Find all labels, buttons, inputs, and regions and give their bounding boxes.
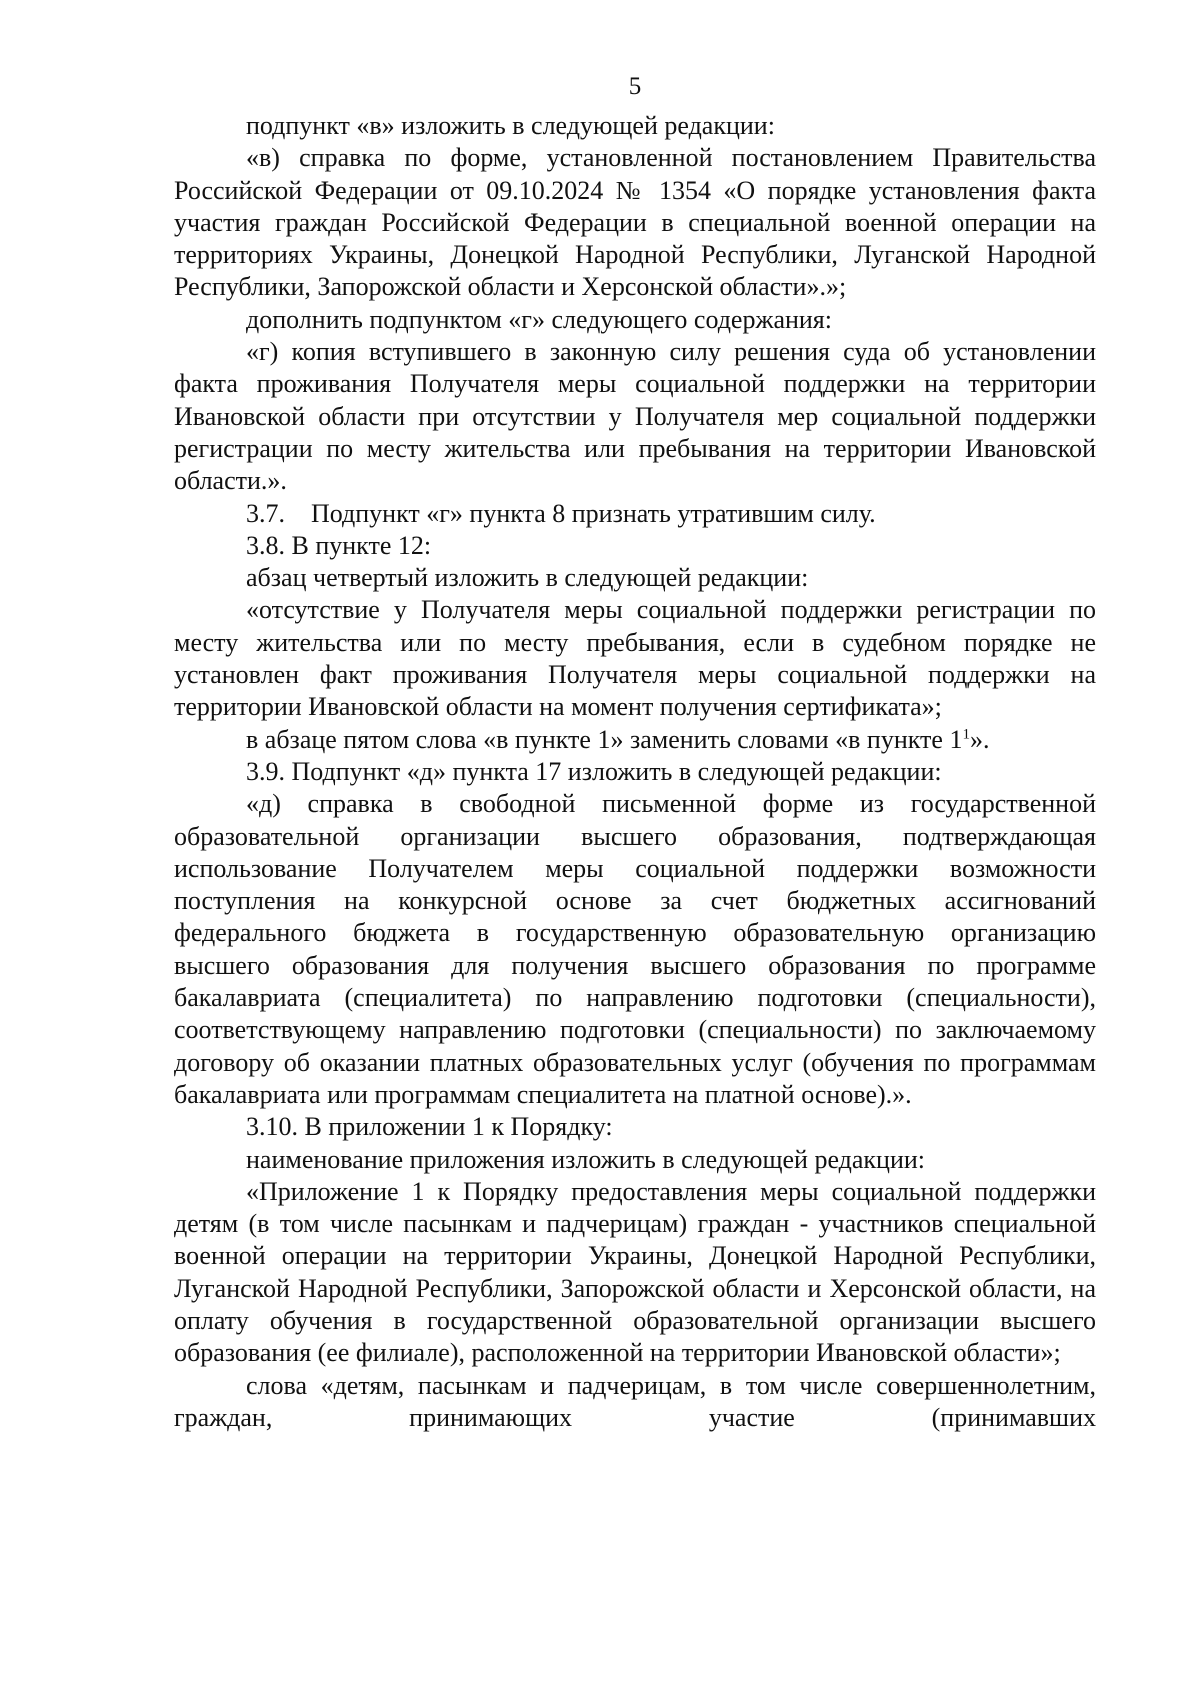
amendment-tail: ». (969, 724, 990, 754)
paragraph-abzac-chetvertyi: абзац четвертый изложить в следующей редакции: (246, 563, 809, 593)
paragraph-subpoint-g-text: «г) копия вступившего в законную силу решения суда об установлении факта проживания Получателя меры социальной поддержки на территории Ивановской области при отсутствии у Получателя мер социальной поддержки регистрации по месту жительства или пребывания на территории Ивановской области.». (174, 337, 1096, 496)
paragraph-subpoint-v-intro: подпункт «в» изложить в следующей редакции: (246, 111, 775, 140)
paragraph-subpoint-g-intro: дополнить подпунктом «г» следующего содержания: (246, 304, 832, 334)
paragraph-slova: слова «детям, пасынкам и падчерицам, в том числе совершеннолетним, граждан, принимающих участие (принимавших (174, 1370, 1096, 1432)
paragraph-otsutstvie-text: «отсутствие у Получателя меры социальной поддержки регистрации по месту жительства или по месту пребывания, если в судебном порядке не установлен факт проживания Получателя меры социальной поддержки на территории Ивановской области на момент получения сертификата»; (174, 595, 1096, 722)
paragraph-naimenovanie: наименование приложения изложить в следующей редакции: (246, 1144, 926, 1174)
page-number: 5 (628, 73, 642, 100)
paragraph-3-9: 3.9. Подпункт «д» пункта 17 изложить в следующей редакции: (246, 756, 942, 786)
document-page (174, 72, 1096, 1434)
paragraph-3-7: 3.7. Подпункт «г» пункта 8 признать утратившим силу. (246, 498, 876, 528)
amendment-text: в абзаце пятом слова «в пункте 1» заменить словами «в пункте 1 (246, 724, 963, 754)
paragraph-prilozhenie-title: «Приложение 1 к Порядку предоставления меры социальной поддержки детям (в том числе пасынкам и падчерицам) граждан - участников специальной военной операции на территории Украины, Донецкой Народной Республики, Луганской Народной Республики, Запорожской области и Херсонской области, на оплату обучения в государственной образовательной организации высшего образования (ее филиале), расположенной на территории Ивановской области»; (174, 1176, 1096, 1368)
paragraph-abzac-pyatyi (174, 724, 1096, 756)
paragraph-subpoint-v-text: «в) справка по форме, установленной постановлением Правительства Российской Федерации от 09.10.2024 № 1354 «О порядке установления факта участия граждан Российской Федерации в специальной военной операции на территориях Украины, Донецкой Народной Республики, Луганской Народной Республики, Запорожской области и Херсонской области».»; (174, 143, 1096, 302)
paragraph-subpoint-d-text: «д) справка в свободной письменной форме из государственной образовательной организации высшего образования, подтверждающая использование Получателем меры социальной поддержки возможности поступления на конкурсной основе за счет бюджетных ассигнований федерального бюджета в государственную образовательную организацию высшего образования для получения высшего образования по программе бакалавриата (специалитета) по направлению подготовки (специальности), соответствующему направлению подготовки (специальности) по заключаемому договору об оказании платных образовательных услуг (обучения по программам бакалавриата или программам специалитета на платной основе).». (174, 789, 1096, 1109)
paragraph-3-8: 3.8. В пункте 12: (246, 530, 432, 560)
amendment-superscript: 1 (962, 725, 970, 742)
paragraph-3-10: 3.10. В приложении 1 к Порядку: (246, 1112, 613, 1142)
